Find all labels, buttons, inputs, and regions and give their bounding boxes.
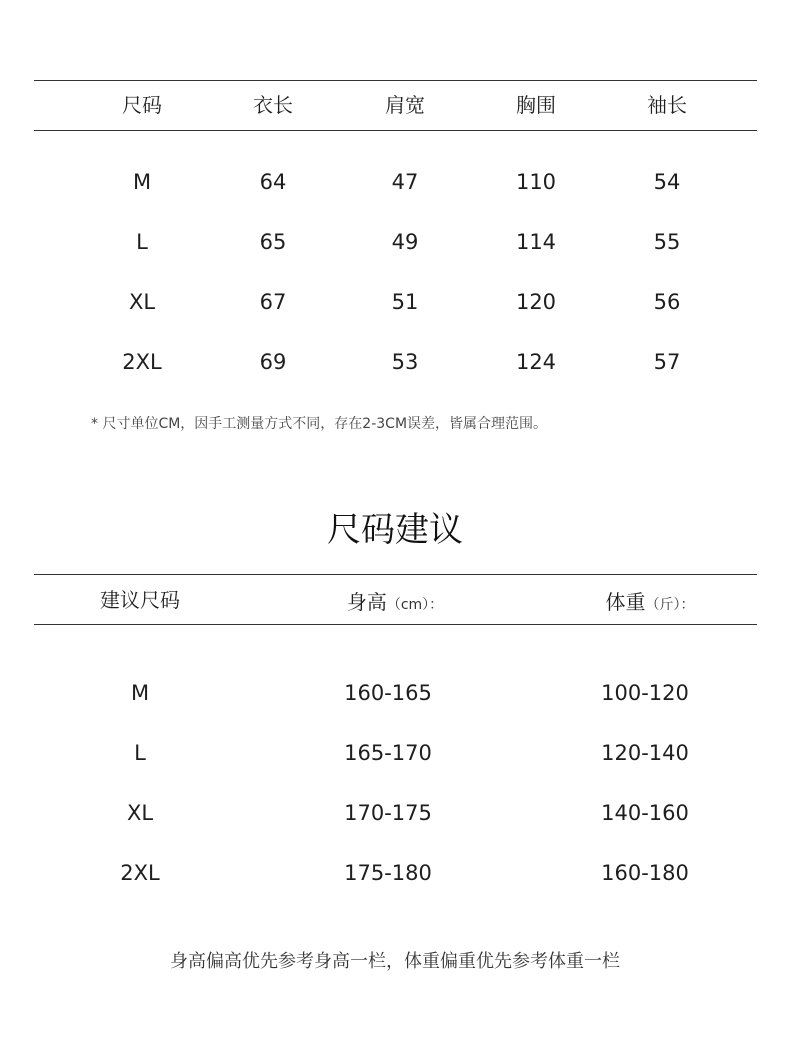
table-cell: 55 xyxy=(653,230,681,254)
table-cell: 120 xyxy=(515,290,557,314)
table-cell: 2XL xyxy=(120,861,160,885)
table-cell: 49 xyxy=(391,230,419,254)
header-weight-unit: （斤）： xyxy=(645,597,695,613)
table-cell: 69 xyxy=(259,350,287,374)
recommendation-header-rule xyxy=(34,624,757,625)
table-cell: 160-180 xyxy=(601,861,689,885)
recommendation-top-rule xyxy=(34,574,757,575)
table-cell: 56 xyxy=(653,290,681,314)
header-chest: 胸围 xyxy=(516,93,556,117)
table-cell: L xyxy=(134,741,146,765)
table-cell: 67 xyxy=(259,290,287,314)
measurement-note: * 尺寸单位CM，因手工测量方式不同，存在2-3CM误差，皆属合理范围。 xyxy=(91,416,548,432)
size-table-header-rule xyxy=(34,130,757,131)
header-size: 尺码 xyxy=(122,93,162,117)
table-cell: 47 xyxy=(391,170,419,194)
header-weight-label: 体重 xyxy=(605,590,646,614)
table-cell: 64 xyxy=(259,170,287,194)
table-cell: 51 xyxy=(391,290,419,314)
header-shoulder: 肩宽 xyxy=(385,93,425,117)
table-cell: L xyxy=(136,230,148,254)
table-cell: 110 xyxy=(515,170,557,194)
header-height-unit: （cm）： xyxy=(386,597,444,613)
recommendation-title: 尺码建议 xyxy=(327,510,463,550)
size-table-top-rule xyxy=(34,80,757,81)
table-cell: 124 xyxy=(515,350,557,374)
table-cell: 2XL xyxy=(122,350,162,374)
table-cell: 53 xyxy=(391,350,419,374)
table-cell: M xyxy=(130,681,150,705)
table-cell: 175-180 xyxy=(344,861,432,885)
table-cell: 54 xyxy=(653,170,681,194)
table-cell: 140-160 xyxy=(601,801,689,825)
table-cell: 120-140 xyxy=(601,741,689,765)
table-cell: XL xyxy=(126,801,154,825)
header-recommended-size: 建议尺码 xyxy=(100,588,180,612)
table-cell: M xyxy=(132,170,152,194)
recommendation-footer-note: 身高偏高优先参考身高一栏，体重偏重优先参考体重一栏 xyxy=(170,951,620,972)
table-cell: 160-165 xyxy=(344,681,432,705)
table-cell: 114 xyxy=(515,230,557,254)
table-cell: 100-120 xyxy=(601,681,689,705)
header-length: 衣长 xyxy=(253,93,293,117)
table-cell: 170-175 xyxy=(344,801,432,825)
table-cell: 165-170 xyxy=(344,741,432,765)
table-cell: XL xyxy=(128,290,156,314)
table-cell: 57 xyxy=(653,350,681,374)
header-height xyxy=(290,589,500,618)
header-weight xyxy=(550,589,750,618)
header-height-label: 身高 xyxy=(346,590,387,614)
table-cell: 65 xyxy=(259,230,287,254)
header-sleeve: 袖长 xyxy=(647,93,687,117)
